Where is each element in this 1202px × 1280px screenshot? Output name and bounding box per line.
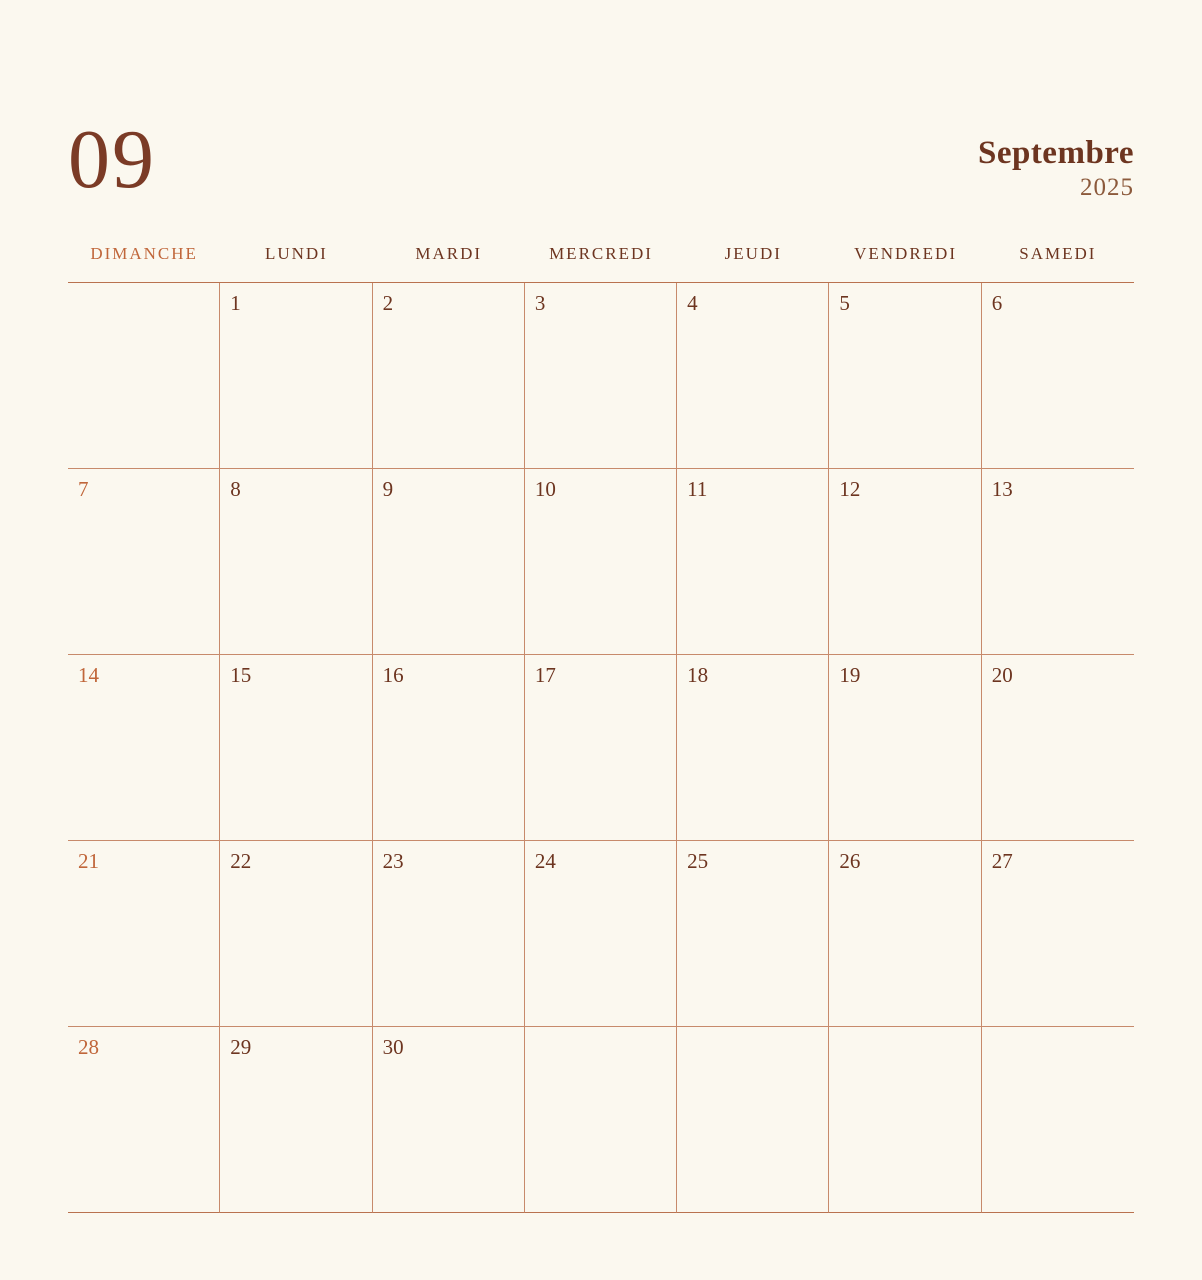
day-number: 8 xyxy=(230,477,241,501)
day-cell[interactable] xyxy=(829,841,981,1027)
day-cell[interactable] xyxy=(982,655,1134,841)
calendar-grid xyxy=(68,240,1134,1213)
day-cell[interactable] xyxy=(829,469,981,655)
year-label: 2025 xyxy=(1080,173,1134,201)
day-cell[interactable] xyxy=(68,283,220,469)
day-number: 18 xyxy=(687,663,709,687)
day-number: 3 xyxy=(534,291,546,315)
month-number: 09 xyxy=(68,113,156,206)
month-title-block xyxy=(978,136,1134,203)
day-number: 21 xyxy=(78,849,99,873)
day-cell[interactable] xyxy=(829,655,981,841)
weekday-vendredi: VENDREDI xyxy=(854,244,957,263)
day-cell[interactable] xyxy=(677,655,829,841)
day-number: 29 xyxy=(230,1035,252,1059)
day-number: 9 xyxy=(382,477,394,501)
day-cell[interactable] xyxy=(373,1027,525,1213)
weekday-lundi: LUNDI xyxy=(264,244,328,263)
day-number: 22 xyxy=(230,849,252,873)
day-number: 11 xyxy=(687,477,708,501)
day-cell[interactable] xyxy=(68,1027,220,1213)
day-cell[interactable] xyxy=(982,841,1134,1027)
day-cell[interactable] xyxy=(220,841,372,1027)
day-cell[interactable] xyxy=(982,469,1134,655)
weekday-mercredi: MERCREDI xyxy=(549,244,653,263)
day-number: 23 xyxy=(382,849,404,873)
day-number: 26 xyxy=(839,849,861,873)
day-cell[interactable] xyxy=(373,841,525,1027)
day-cell[interactable] xyxy=(220,283,372,469)
day-number: 27 xyxy=(991,849,1013,873)
day-number: 5 xyxy=(839,291,850,315)
day-cell[interactable] xyxy=(525,1027,677,1213)
day-cell[interactable] xyxy=(373,283,525,469)
day-number: 4 xyxy=(687,291,698,315)
day-cell[interactable] xyxy=(373,469,525,655)
day-number: 19 xyxy=(839,663,861,687)
day-cells xyxy=(68,283,1134,1213)
day-cell[interactable] xyxy=(220,1027,372,1213)
month-name: Septembre xyxy=(977,135,1134,171)
day-number: 25 xyxy=(687,849,709,873)
day-number: 28 xyxy=(78,1035,99,1059)
day-number: 24 xyxy=(534,849,556,873)
day-number: 15 xyxy=(230,663,252,687)
day-number: 17 xyxy=(534,663,556,687)
weekday-jeudi: JEUDI xyxy=(724,244,782,263)
day-cell[interactable] xyxy=(677,469,829,655)
day-cell[interactable] xyxy=(677,841,829,1027)
weekday-header-row xyxy=(68,240,1134,283)
day-cell[interactable] xyxy=(68,841,220,1027)
day-number: 20 xyxy=(991,663,1013,687)
day-cell[interactable] xyxy=(982,1027,1134,1213)
weekday-mardi: MARDI xyxy=(415,244,483,263)
day-cell[interactable] xyxy=(220,469,372,655)
day-number: 10 xyxy=(534,477,556,501)
day-cell[interactable] xyxy=(525,469,677,655)
day-number: 12 xyxy=(839,477,861,501)
weekday-dimanche: DIMANCHE xyxy=(90,244,198,263)
day-cell[interactable] xyxy=(68,655,220,841)
day-cell[interactable] xyxy=(982,283,1134,469)
day-number: 30 xyxy=(382,1035,404,1059)
day-number: 2 xyxy=(382,291,394,315)
day-cell[interactable] xyxy=(677,1027,829,1213)
day-cell[interactable] xyxy=(829,283,981,469)
day-number: 13 xyxy=(991,477,1013,501)
day-cell[interactable] xyxy=(373,655,525,841)
day-cell[interactable] xyxy=(525,655,677,841)
day-cell[interactable] xyxy=(677,283,829,469)
day-cell[interactable] xyxy=(525,841,677,1027)
day-cell[interactable] xyxy=(68,469,220,655)
day-number: 7 xyxy=(78,477,89,501)
day-cell[interactable] xyxy=(220,655,372,841)
day-cell[interactable] xyxy=(829,1027,981,1213)
day-cell[interactable] xyxy=(525,283,677,469)
weekday-samedi: SAMEDI xyxy=(1019,244,1097,263)
calendar-header xyxy=(68,113,1134,228)
day-number: 14 xyxy=(78,663,99,687)
day-number: 1 xyxy=(230,291,241,315)
day-number: 16 xyxy=(382,663,404,687)
day-number: 6 xyxy=(991,291,1003,315)
